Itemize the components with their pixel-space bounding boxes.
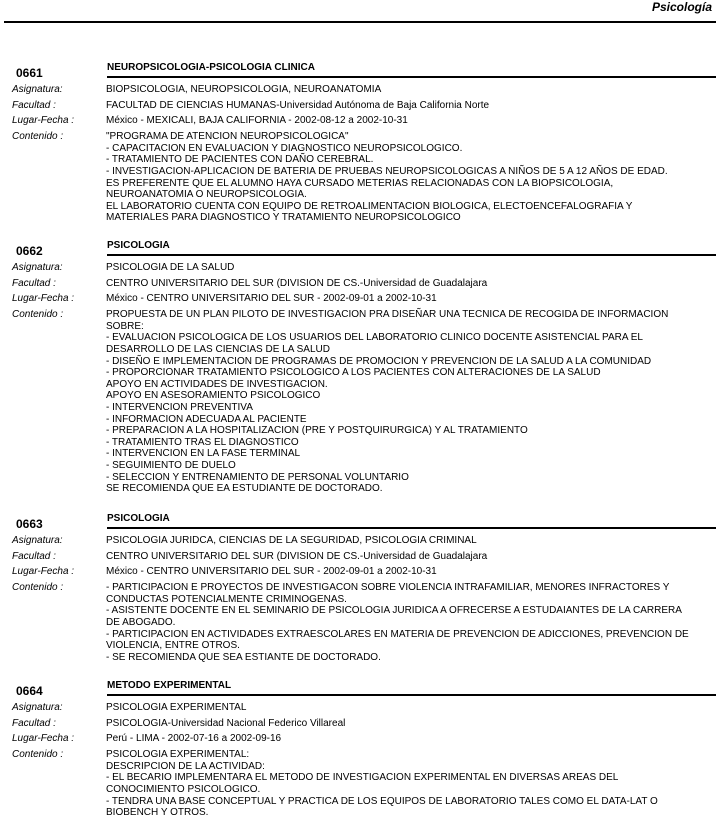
- record-number: 0661: [16, 66, 43, 80]
- asignatura-value: PSICOLOGIA JURIDCA, CIENCIAS DE LA SEGURIDAD, PSICOLOGIA CRIMINAL: [106, 535, 477, 546]
- contenido-line: PROPUESTA DE UN PLAN PILOTO DE INVESTIGACION PRA DISEÑAR UNA TECNICA DE RECOGIDA DE INFORMACION: [106, 309, 669, 321]
- record-header: [0, 680, 716, 702]
- contenido-line: APOYO EN ASESORAMIENTO PSICOLOGICO: [106, 390, 321, 402]
- asignatura-row: [0, 262, 716, 274]
- lugar-fecha-row: [0, 115, 716, 127]
- facultad-row: [0, 551, 716, 563]
- asignatura-row: [0, 84, 716, 96]
- contenido-label: Contenido :: [12, 309, 64, 321]
- contenido-line: - CAPACITACION EN EVALUACION Y DIAGNOSTICO NEUROPSICOLOGICO.: [106, 142, 463, 154]
- facultad-label: Facultad :: [12, 717, 56, 729]
- record-number: 0662: [16, 244, 43, 258]
- page-header: [0, 0, 716, 22]
- asignatura-label: Asignatura:: [12, 535, 63, 546]
- contenido-row: [0, 131, 716, 224]
- record-0663: [0, 513, 716, 663]
- record-header: [0, 240, 716, 262]
- contenido-line: APOYO EN ACTIVIDADES DE INVESTIGACION.: [106, 378, 328, 390]
- contenido-line: - TENDRA UNA BASE CONCEPTUAL Y PRACTICA DE LOS EQUIPOS DE LABORATORIO TALES COMO EL DATA-LAT O: [106, 795, 658, 807]
- contenido-line: - INFORMACION ADECUADA AL PACIENTE: [106, 413, 307, 425]
- contenido-label: Contenido :: [12, 131, 64, 143]
- contenido-line: - INVESTIGACION-APLICACION DE BATERIA DE PRUEBAS NEUROPSICOLOGICAS A NIÑOS DE 5 A 12 AÑOS DE EDAD.: [106, 166, 668, 178]
- record-0661: [0, 62, 716, 224]
- record-title: PSICOLOGIA: [107, 513, 170, 524]
- facultad-label: Facultad :: [12, 277, 56, 289]
- contenido-row: [0, 582, 716, 663]
- contenido-line: EL LABORATORIO CUENTA CON EQUIPO DE RETROALIMENTACION BIOLOGICA, ELECTOENCEFALOGRAFIA Y: [106, 200, 633, 212]
- contenido-line: SE RECOMIENDA QUE EA ESTUDIANTE DE DOCTORADO.: [106, 483, 383, 495]
- record-number: 0663: [16, 517, 43, 531]
- record-rule: [107, 527, 716, 529]
- contenido-line: - SEGUIMIENTO DE DUELO: [106, 460, 236, 471]
- facultad-row: [0, 278, 716, 290]
- lugar-fecha-value: México - MEXICALI, BAJA CALIFORNIA - 2002-08-12 a 2002-10-31: [106, 114, 408, 126]
- header-rule: [4, 21, 716, 23]
- contenido-line: - DISEÑO E IMPLEMENTACION DE PROGRAMAS DE PROMOCION Y PREVENCION DE LA SALUD A LA COMUNIDAD: [106, 355, 652, 367]
- contenido-line: CONDUCTAS POTENCIALMENTE CRIMINOGENAS.: [106, 593, 347, 605]
- lugar-fecha-row: [0, 293, 716, 305]
- contenido-value: [106, 582, 708, 663]
- lugar-fecha-label: Lugar-Fecha :: [12, 732, 75, 744]
- asignatura-label: Asignatura:: [12, 702, 63, 713]
- lugar-fecha-value: Perú - LIMA - 2002-07-16 a 2002-09-16: [106, 732, 282, 744]
- facultad-row: [0, 100, 716, 112]
- contenido-value: [106, 749, 708, 819]
- contenido-label: Contenido :: [12, 749, 64, 761]
- contenido-row: [0, 749, 716, 819]
- contenido-value: [106, 131, 708, 224]
- record-title: METODO EXPERIMENTAL: [107, 680, 232, 691]
- contenido-label: Contenido :: [12, 582, 64, 594]
- record-title: NEUROPSICOLOGIA-PSICOLOGIA CLINICA: [107, 62, 315, 73]
- facultad-value: CENTRO UNIVERSITARIO DEL SUR (DIVISION DE CS.-Universidad de Guadalajara: [106, 550, 488, 562]
- record-number: 0664: [16, 684, 43, 698]
- contenido-line: - EVALUACION PSICOLOGICA DE LOS USUARIOS DEL LABORATORIO CLINICO DOCENTE ASISTENCIAL PARA EL: [106, 332, 643, 344]
- contenido-line: DESCRIPCION DE LA ACTIVIDAD:: [106, 760, 265, 772]
- contenido-line: - PARTICIPACION EN ACTIVIDADES EXTRAESCOLARES EN MATERIA DE PREVENCION DE ADICCIONES, PREVENCION DE: [106, 628, 689, 640]
- contenido-line: - TRATAMIENTO DE PACIENTES CON DAÑO CEREBRAL.: [106, 154, 374, 166]
- asignatura-label: Asignatura:: [12, 262, 63, 273]
- contenido-line: - TRATAMIENTO TRAS EL DIAGNOSTICO: [106, 436, 299, 448]
- contenido-row: [0, 309, 716, 495]
- contenido-line: DE ABOGADO.: [106, 617, 176, 629]
- contenido-line: SOBRE:: [106, 320, 144, 332]
- lugar-fecha-label: Lugar-Fecha :: [12, 565, 75, 577]
- lugar-fecha-label: Lugar-Fecha :: [12, 292, 75, 304]
- facultad-value: PSICOLOGIA-Universidad Nacional Federico Villareal: [106, 717, 346, 729]
- contenido-line: - INTERVENCION PREVENTIVA: [106, 402, 253, 414]
- facultad-label: Facultad :: [12, 99, 56, 111]
- record-title: PSICOLOGIA: [107, 240, 170, 251]
- contenido-line: "PROGRAMA DE ATENCION NEUROPSICOLOGICA": [106, 131, 349, 143]
- contenido-line: - INTERVENCION EN LA FASE TERMINAL: [106, 448, 301, 460]
- record-rule: [107, 76, 716, 78]
- record-rule: [107, 254, 716, 256]
- facultad-value: FACULTAD DE CIENCIAS HUMANAS-Universidad Autónoma de Baja California Norte: [106, 99, 490, 111]
- contenido-line: - ASISTENTE DOCENTE EN EL SEMINARIO DE PSICOLOGIA JURIDICA A OFRECERSE A ESTUDAIANTES DE LA CARRERA: [106, 605, 682, 617]
- contenido-line: CONOCIMIENTO PSICOLOGICO.: [106, 784, 261, 796]
- contenido-line: - PREPARACION A LA HOSPITALIZACION (PRE Y POSTQUIRURGICA) Y AL TRATAMIENTO: [106, 425, 528, 437]
- facultad-label: Facultad :: [12, 550, 56, 562]
- facultad-row: [0, 718, 716, 730]
- asignatura-label: Asignatura:: [12, 84, 63, 95]
- contenido-line: - PROPORCIONAR TRATAMIENTO PSICOLOGICO A LOS PACIENTES CON ALTERACIONES DE LA SALUD: [106, 367, 601, 379]
- page-title: Psicología: [651, 0, 712, 14]
- contenido-line: DESARROLLO DE LAS CIENCIAS DE LA SALUD: [106, 344, 330, 356]
- contenido-line: - SELECCION Y ENTRENAMIENTO DE PERSONAL VOLUNTARIO: [106, 471, 409, 483]
- record-0664: [0, 680, 716, 819]
- contenido-value: [106, 309, 708, 495]
- contenido-line: BIOBENCH Y OTROS.: [106, 807, 209, 819]
- lugar-fecha-label: Lugar-Fecha :: [12, 114, 75, 126]
- contenido-line: - SE RECOMIENDA QUE SEA ESTIANTE DE DOCTORADO.: [106, 651, 381, 663]
- contenido-line: ES PREFERENTE QUE EL ALUMNO HAYA CURSADO METERIAS RELACIONADAS CON LA BIOPSICOLOGIA,: [106, 177, 614, 189]
- lugar-fecha-value: México - CENTRO UNIVERSITARIO DEL SUR - 2002-09-01 a 2002-10-31: [106, 292, 437, 304]
- contenido-line: - PARTICIPACION E PROYECTOS DE INVESTIGACON SOBRE VIOLENCIA INTRAFAMILIAR, MENORES INFRACTORES Y: [106, 582, 670, 594]
- contenido-line: NEUROANATOMIA O NEUROPSICOLOGIA.: [106, 189, 307, 201]
- facultad-value: CENTRO UNIVERSITARIO DEL SUR (DIVISION DE CS.-Universidad de Guadalajara: [106, 277, 488, 289]
- record-0662: [0, 240, 716, 495]
- record-rule: [107, 694, 716, 696]
- lugar-fecha-value: México - CENTRO UNIVERSITARIO DEL SUR - 2002-09-01 a 2002-10-31: [106, 565, 437, 577]
- asignatura-value: PSICOLOGIA EXPERIMENTAL: [106, 702, 247, 713]
- asignatura-row: [0, 702, 716, 714]
- asignatura-value: BIOPSICOLOGIA, NEUROPSICOLOGIA, NEUROANATOMIA: [106, 84, 382, 95]
- record-header: [0, 513, 716, 535]
- contenido-line: PSICOLOGIA EXPERIMENTAL:: [106, 749, 250, 761]
- lugar-fecha-row: [0, 733, 716, 745]
- asignatura-row: [0, 535, 716, 547]
- lugar-fecha-row: [0, 566, 716, 578]
- contenido-line: - EL BECARIO IMPLEMENTARA EL METODO DE INVESTIGACION EXPERIMENTAL EN DIVERSAS AREAS DEL: [106, 772, 619, 784]
- record-header: [0, 62, 716, 84]
- contenido-line: MATERIALES PARA DIAGNOSTICO Y TRATAMIENTO NEUROPSICOLOGICO: [106, 212, 461, 224]
- contenido-line: VIOLENCIA, ENTRE OTROS.: [106, 640, 240, 652]
- asignatura-value: PSICOLOGIA DE LA SALUD: [106, 262, 235, 273]
